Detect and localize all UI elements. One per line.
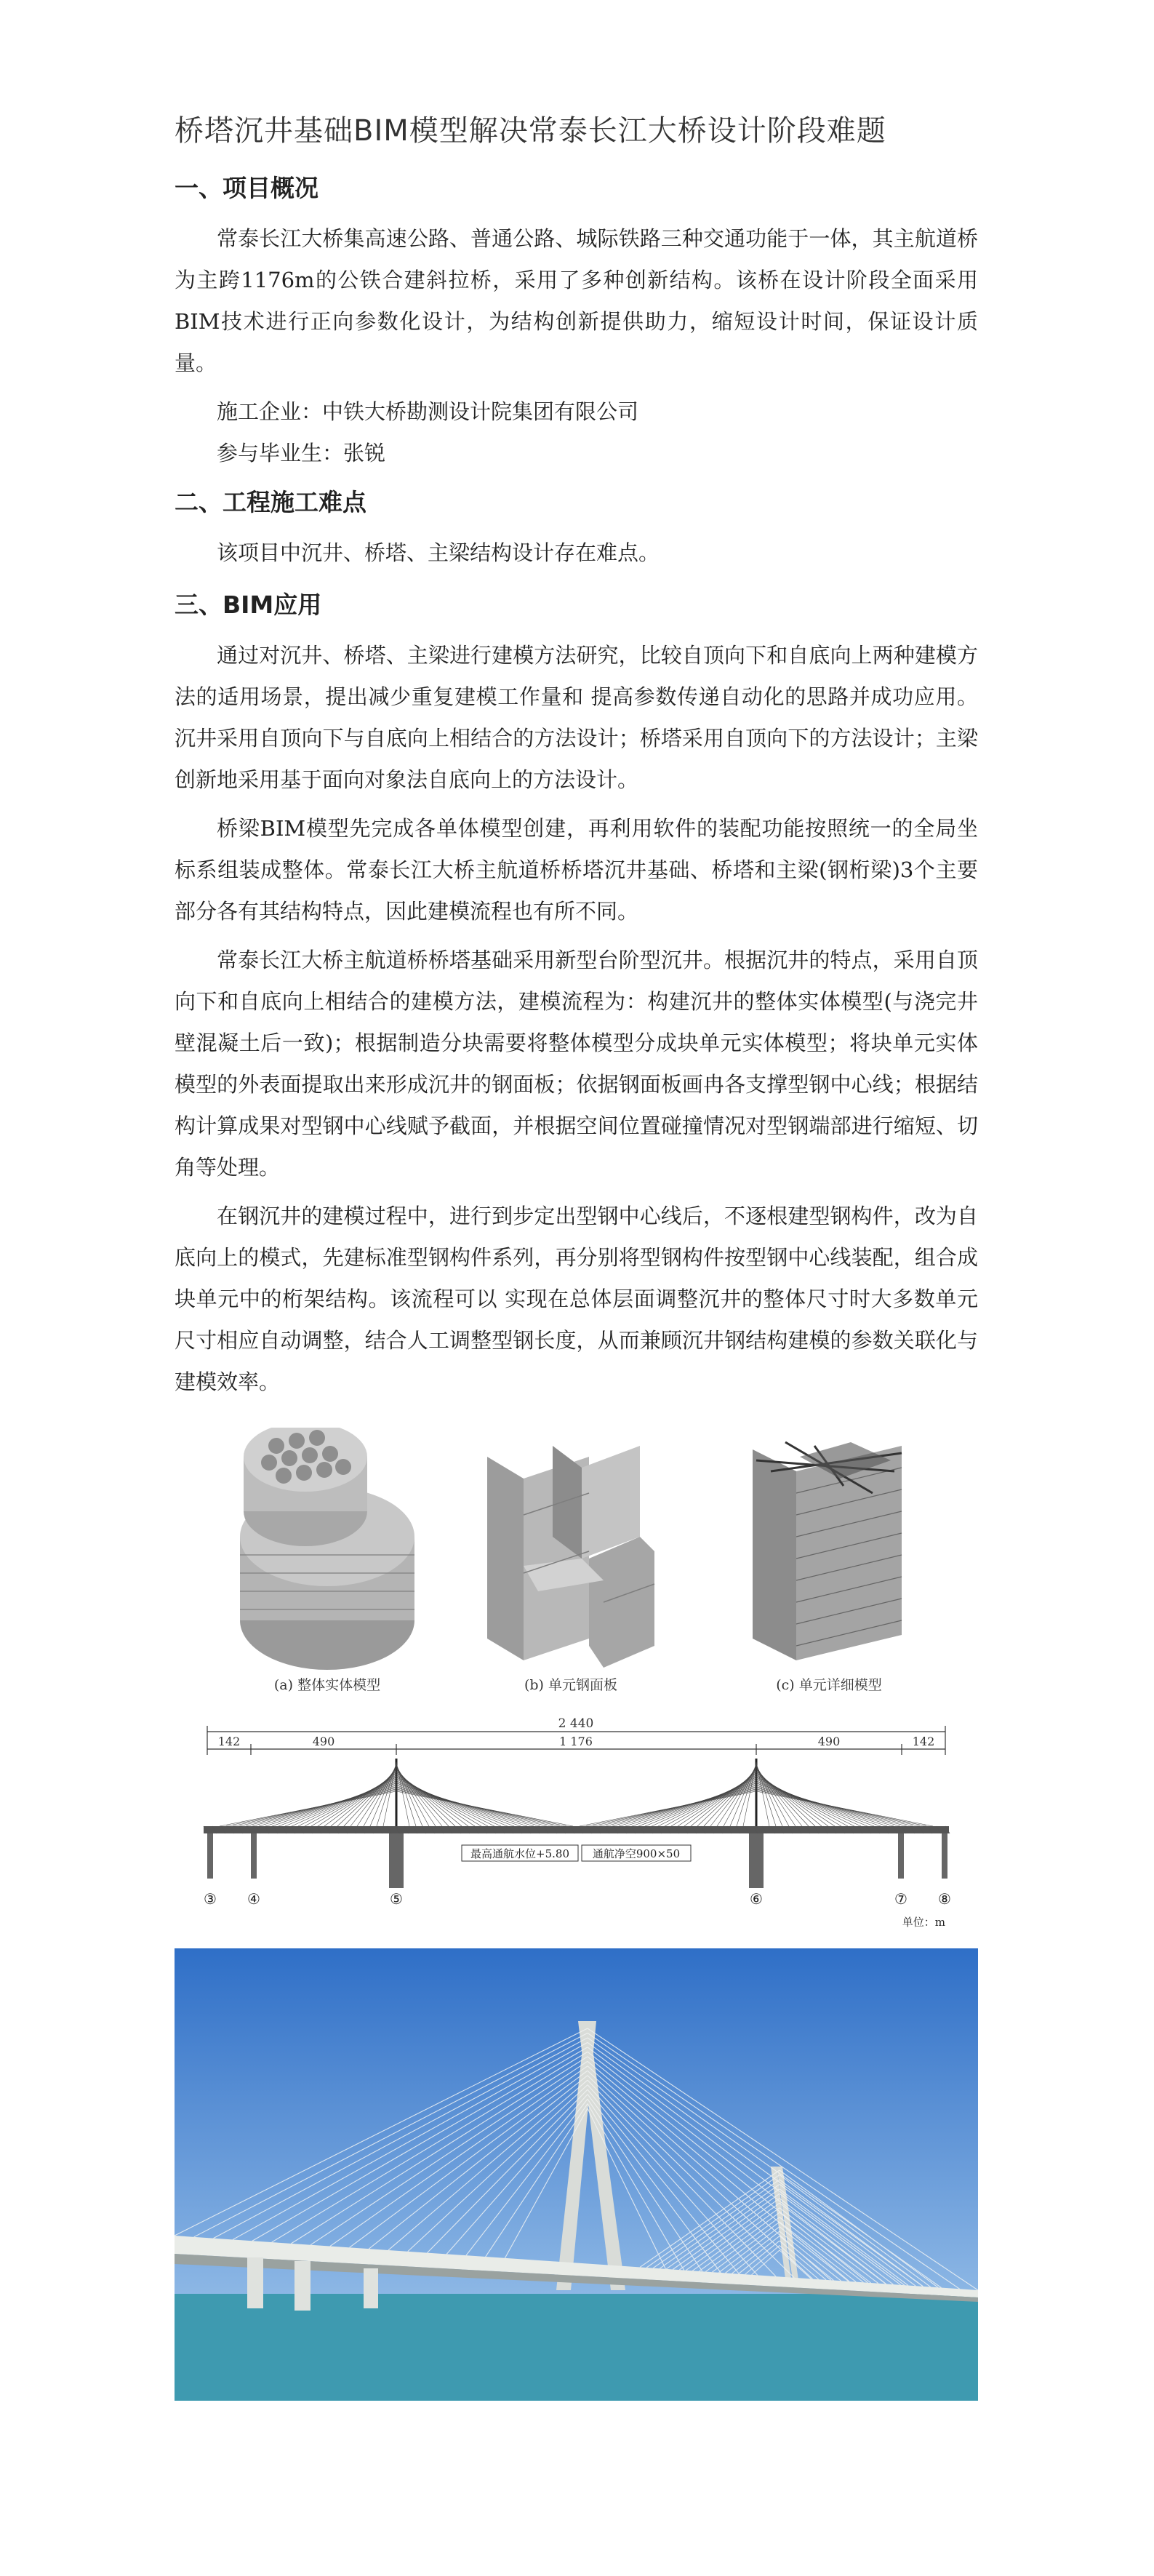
bridge-photo xyxy=(175,1948,978,2401)
unit-detail-model-image xyxy=(753,1442,902,1660)
difficulties-paragraph: 该项目中沉井、桥塔、主梁结构设计存在难点。 xyxy=(217,540,660,565)
clearance-label: 通航净空900×50 xyxy=(592,1847,681,1860)
unit-label: 单位：m xyxy=(902,1916,945,1929)
company-line xyxy=(175,391,978,433)
document-page xyxy=(175,102,978,2401)
overview-paragraph: 常泰长江大桥集高速公路、普通公路、城际铁路三种交通功能于一体，其主航道桥为主跨1176m的公铁合建斜拉桥，采用了多种创新结构。该桥在设计阶段全面采用BIM技术进行正向参数化设计，为结构创新提供助力，缩短设计时间，保证设计质量。 xyxy=(175,226,978,375)
dimension-left-end: 142 xyxy=(217,1735,241,1748)
bridge-photo-illustration xyxy=(175,1948,978,2401)
pier-label-3: ③ xyxy=(204,1890,217,1908)
caption-unit-detail-model: (c) 单元详细模型 xyxy=(776,1677,882,1693)
graduate-value: 张锐 xyxy=(343,441,386,465)
section-heading-bim: 三、BIM应用 xyxy=(175,591,322,619)
pier-label-4: ④ xyxy=(247,1890,260,1908)
dimension-main-span: 1 176 xyxy=(559,1735,593,1748)
section-heading-difficulties: 二、工程施工难点 xyxy=(175,488,366,516)
section-heading-overview: 一、项目概况 xyxy=(175,174,318,202)
dimension-total: 2 440 xyxy=(558,1716,594,1731)
bim-paragraph-2: 桥梁BIM模型先完成各单体模型创建，再利用软件的装配功能按照统一的全局坐标系组装成整体。常泰长江大桥主航道桥桥塔沉井基础、桥塔和主梁(钢桁梁)3个主要部分各有其结构特点，因此建模流程也有所不同。 xyxy=(175,816,978,924)
bim-paragraph-4: 在钢沉井的建模过程中，进行到步定出型钢中心线后，不逐根建型钢构件，改为自底向上的模式，先建标准型钢构件系列，再分别将型钢构件按型钢中心线装配，组合成块单元中的桁架结构。该流程可以 实现在总体层面调整沉井的整体尺寸时大多数单元 尺寸相应自动调整，结合人工调整型钢长度，从而兼顾沉井钢结构建模的参数关联化与建模效率。 xyxy=(175,1204,978,1394)
dimension-right-end: 142 xyxy=(912,1735,935,1748)
company-label: 施工企业： xyxy=(217,399,323,424)
caisson-model-illustrations xyxy=(175,1428,978,1697)
overall-solid-model-image xyxy=(240,1428,414,1670)
bim-paragraph-3: 常泰长江大桥主航道桥桥塔基础采用新型台阶型沉井。根据沉井的特点，采用自顶向下和自底向上相结合的建模方法，建模流程为：构建沉井的整体实体模型(与浇完井壁混凝土后一致)；根据制造分块需要将整体模型分成块单元实体模型；将块单元实体模型的外表面提取出来形成沉井的钢面板；依据钢面板画冉各支撑型钢中心线；根据结构计算成果对型钢中心线赋予截面，并根据空间位置碰撞情况对型钢端部进行缩短、切角等处理。 xyxy=(175,948,978,1180)
graduate-label: 参与毕业生： xyxy=(217,441,344,465)
document-title: 桥塔沉井基础BIM模型解决常泰长江大桥设计阶段难题 xyxy=(175,114,886,148)
pier-label-5: ⑤ xyxy=(390,1890,403,1908)
caption-unit-steel-panel: (b) 单元钢面板 xyxy=(524,1677,618,1693)
bridge-span-elevation-figure xyxy=(175,1704,978,1937)
bridge-span-elevation xyxy=(175,1704,978,1937)
pier-label-7: ⑦ xyxy=(894,1890,907,1908)
caisson-model-figure xyxy=(175,1428,978,1697)
caption-overall-solid-model: (a) 整体实体模型 xyxy=(273,1677,381,1693)
unit-steel-panel-image xyxy=(487,1446,654,1668)
water-level-label: 最高通航水位+5.80 xyxy=(470,1847,569,1860)
company-value: 中铁大桥勘测设计院集团有限公司 xyxy=(322,399,639,424)
dimension-left-side: 490 xyxy=(312,1735,335,1748)
pier-label-8: ⑧ xyxy=(938,1890,951,1908)
bim-paragraph-1: 通过对沉井、桥塔、主梁进行建模方法研究，比较自顶向下和自底向上两种建模方法的适用场景，提出减少重复建模工作量和 提高参数传递自动化的思路并成功应用。沉井采用自顶向下与自底向上相结合的方法设计；桥塔采用自顶向下的方法设计；主梁创新地采用基于面向对象法自底向上的方法设计。 xyxy=(175,643,978,792)
dimension-right-side: 490 xyxy=(817,1735,841,1748)
graduate-line xyxy=(175,433,978,474)
pier-label-6: ⑥ xyxy=(750,1890,763,1908)
